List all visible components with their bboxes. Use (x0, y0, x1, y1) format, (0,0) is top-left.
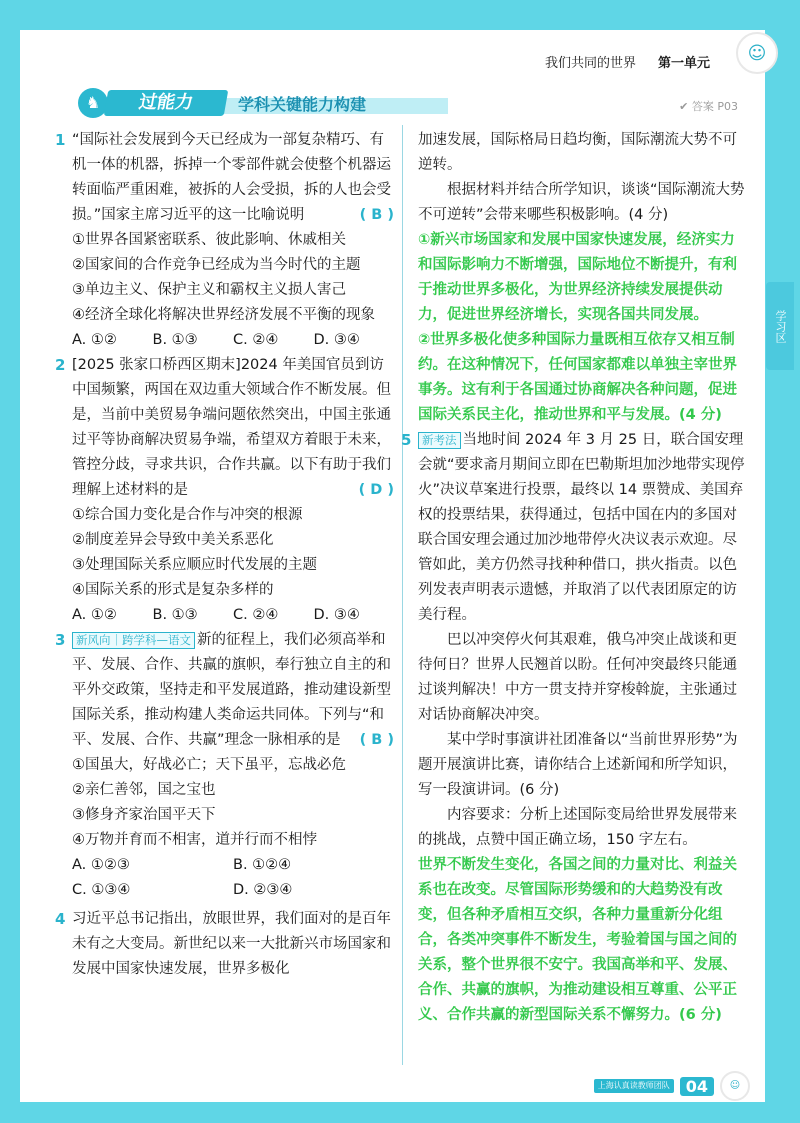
question-3 (55, 628, 394, 903)
book-title: 我们共同的世界 (544, 56, 636, 71)
options-row (72, 328, 394, 353)
unit-title: 第一单元 (657, 56, 710, 71)
robot-mascot-icon: ♞ (78, 88, 108, 118)
option-d: D. ③④ (313, 607, 360, 623)
column-divider (402, 125, 403, 1065)
page-number: 04 (680, 1077, 714, 1096)
statement: ①国虽大，好战必亡；天下虽平，忘战必危 (72, 757, 346, 773)
question-number: 2 (55, 356, 66, 374)
option-d: D. ②③④ (233, 882, 293, 898)
side-tab: 学习区 (766, 282, 794, 370)
question-5-para4: 内容要求：分析上述国际变局给世界发展带来的挑战，点赞中国正确立场，150 字左右。 (418, 807, 737, 848)
banner-title: 过能力 (104, 90, 229, 116)
option-a: A. ①②③ (72, 857, 130, 873)
question-number: 4 (55, 910, 66, 928)
statement: ①综合国力变化是合作与冲突的根源 (72, 507, 303, 523)
statement: ③单边主义、保护主义和霸权主义损人害己 (72, 282, 346, 298)
option-b: B. ①③ (152, 607, 198, 623)
question-1 (55, 128, 394, 353)
left-column (55, 128, 394, 982)
options-row (72, 878, 394, 903)
question-4-continued: 加速发展，国际格局日趋均衡，国际潮流大势不可逆转。 (418, 132, 737, 173)
right-column (401, 128, 746, 1028)
section-banner (78, 88, 748, 118)
answer-4-part2: ②世界多极化使多种国际力量既相互依存又相互制约。在这种情况下，任何国家都难以单独主宰世界事务。这有利于各国通过协商解决各种问题，促进国际关系民主化，推动世界和平与发展。(4 分) (418, 332, 737, 423)
statement: ④万物并育而不相害，道并行而不相悖 (72, 832, 317, 848)
option-a: A. ①② (72, 607, 117, 623)
options-row (72, 603, 394, 628)
answer-reference: ✔ 答案 P03 (679, 100, 738, 113)
option-b: B. ①②④ (233, 857, 292, 873)
option-a: A. ①② (72, 332, 117, 348)
answer-bracket: ( B ) (359, 732, 394, 748)
statement: ③处理国际关系应顺应时代发展的主题 (72, 557, 317, 573)
question-stem: “国际社会发展到今天已经成为一部复杂精巧、有机一体的机器，拆掉一个零部件就会使整个机器运转面临严重困难，被拆的人会受损，拆的人也会受损。”国家主席习近平的这一比喻说明 ( B ) (72, 128, 394, 228)
question-2 (55, 353, 394, 628)
option-d: D. ③④ (313, 332, 360, 348)
answer-4-part1: ①新兴市场国家和发展中国家快速发展，经济实力和国际影响力不断增强，国际地位不断提升，有利于推动世界多极化，为世界经济持续发展提供动力，促进世界经济增长，实现各国共同发展。 (418, 232, 737, 323)
footer-brand: 上海认真读教师团队 (594, 1079, 674, 1093)
question-tag: 新考法 (418, 432, 461, 449)
statement: ④经济全球化将解决世界经济发展不平衡的现象 (72, 307, 375, 323)
question-number: 5 (401, 431, 412, 449)
question-5-para3: 某中学时事演讲社团准备以“当前世界形势”为题开展演讲比赛，请你结合上述新闻和所学知识，写一段演讲词。(6 分) (418, 732, 738, 798)
answer-bracket: ( B ) (359, 207, 394, 223)
answer-5: 世界不断发生变化，各国之间的力量对比、利益关系也在改变。尽管国际形势缓和的大趋势没有改变，但各种矛盾相互交织，各种力量重新分化组合，各类冲突事件不断发生，考验着国与国之间的关系，整个世界很不安宁。我国高举和平、发展、合作、共赢的旗帜，为推动建设相互尊重、公平正义、合作共赢的新型国际关系不懈努力。(6 分) (418, 857, 737, 1023)
question-source: [2025 张家口桥西区期末] (72, 357, 241, 373)
question-5-para1: 新考法 当地时间 2024 年 3 月 25 日，联合国安理会就“要求斋月期间立即在巴勒斯坦加沙地带实现停火”决议草案进行投票，最终以 14 票赞成、美国弃权的投票结果，获得通过，包括中国在内的多国对联合国安理会通过加沙地带停火决议表示欢迎。尽管如此，美方仍然寻找种种借口，拱火指责。以色列发表声明表示遗憾，并取消了以代表团原定的访美行程。 (418, 432, 745, 623)
answer-ref-text: 答案 P03 (691, 100, 738, 113)
option-c: C. ②④ (233, 332, 279, 348)
statement: ②亲仁善邻，国之宝也 (72, 782, 216, 798)
statement: ①世界各国紧密联系、彼此影响、休戚相关 (72, 232, 346, 248)
question-5-para2: 巴以冲突停火何其艰难，俄乌冲突止战谈和更待何日？世界人民翘首以盼。任何冲突最终只能通过谈判解决！中方一贯支持并穿梭斡旋，主张通过对话协商解决冲突。 (418, 632, 737, 723)
running-header (545, 52, 710, 71)
statement: ②国家间的合作竞争已经成为当今时代的主题 (72, 257, 361, 273)
footer-mascot-icon: ☺ (720, 1071, 750, 1101)
banner-subtitle: 学科关键能力构建 (238, 95, 367, 114)
answer-bracket: ( D ) (358, 482, 394, 498)
question-4-prompt: 根据材料并结合所学知识，谈谈“国际潮流大势不可逆转”会带来哪些积极影响。(4 分) (418, 182, 745, 223)
question-number: 1 (55, 131, 66, 149)
question-tag: 新风向｜跨学科—语文 (72, 632, 195, 649)
question-stem-left: 习近平总书记指出，放眼世界，我们面对的是百年未有之大变局。新世纪以来一大批新兴市场国家和发展中国家快速发展，世界多极化 (72, 911, 391, 977)
question-5 (401, 428, 746, 1028)
page-footer (594, 1071, 750, 1101)
options-row (72, 853, 394, 878)
option-c: C. ②④ (233, 607, 279, 623)
statement: ④国际关系的形式是复杂多样的 (72, 582, 274, 598)
question-4 (55, 907, 394, 982)
mascot-icon: ☺ (736, 32, 778, 74)
question-stem: 新风向｜跨学科—语文 新的征程上，我们必须高举和平、发展、合作、共赢的旗帜，奉行独立自主的和平外交政策，坚持走和平发展道路，推动建设新型国际关系，推动构建人类命运共同体。下列与“和平、发展、合作、共赢”理念一脉相承的是 ( B ) (72, 628, 394, 753)
statement: ③修身齐家治国平天下 (72, 807, 216, 823)
question-stem: [2025 张家口桥西区期末]2024 年美国官员到访中国频繁，两国在双边重大领域合作不断发展。但是，当前中美贸易争端问题依然突出，中国主张通过平等协商解决贸易争端，希望双方着眼于未来，管控分歧，寻求共识，合作共赢。以下有助于我们理解上述材料的是 ( D ) (72, 353, 394, 503)
option-b: B. ①③ (152, 332, 198, 348)
option-c: C. ①③④ (72, 882, 131, 898)
statement: ②制度差异会导致中美关系恶化 (72, 532, 274, 548)
question-number: 3 (55, 631, 66, 649)
